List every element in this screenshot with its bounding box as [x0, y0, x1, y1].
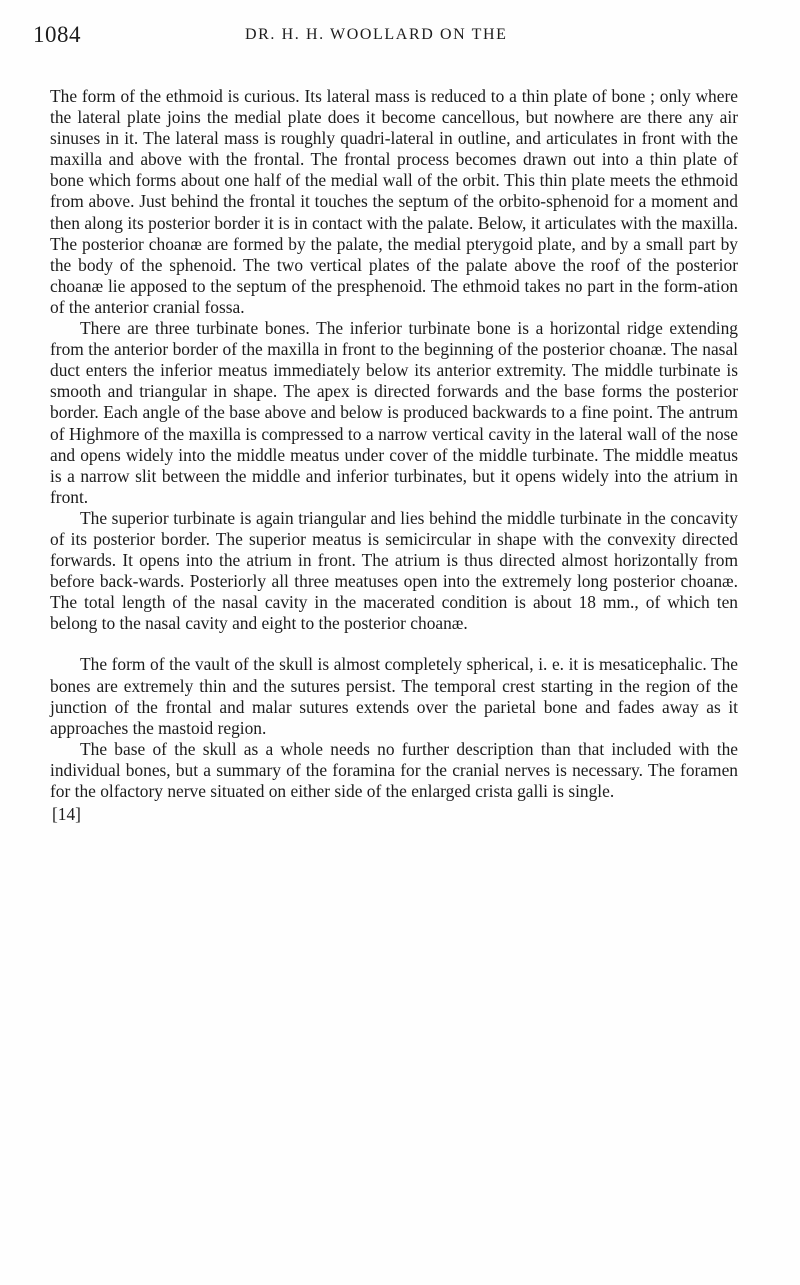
paragraph-superior-turbinate: The superior turbinate is again triangular and lies behind the middle turbinate in the concavity of its posterior border. The superior meatus is semicircular in shape with the convexity directed forwards. It opens into the atrium in front. The atrium is thus directed almost horizontally from before back-wards. Posteriorly all three meatuses open into the extremely long posterior choanæ. The total length of the nasal cavity in the macerated condition is about 18 mm., of which ten belong to the nasal cavity and eight to the posterior choanæ.	[50, 507, 738, 634]
paragraph-ethmoid: The form of the ethmoid is curious. Its lateral mass is reduced to a thin plate of bone ; only where the lateral plate joins the medial plate does it become cancellous, but nowhere are there any air sinuses in it. The lateral mass is roughly quadri-lateral in outline, and articulates in front with the maxilla and above with the frontal. The frontal process becomes drawn out into a thin plate of bone which forms about one half of the medial wall of the orbit. This thin plate meets the ethmoid from above. Just behind the frontal it touches the septum of the orbito-sphenoid for a moment and then along its posterior border it is in contact with the palate. Below, it articulates with the maxilla. The posterior choanæ are formed by the palate, the medial pterygoid plate, and by a small part by the body of the sphenoid. The two vertical plates of the palate above the roof of the posterior choanæ lie apposed to the septum of the presphenoid. The ethmoid takes no part in the form-ation of the anterior cranial fossa.	[50, 86, 738, 317]
body-text	[50, 86, 738, 825]
paragraph-base: The base of the skull as a whole needs no further description than that included with the individual bones, but a summary of the foramina for the cranial nerves is necessary. The foramen for the olfactory nerve situated on either side of the enlarged crista galli is single.	[50, 738, 738, 801]
section-gap	[50, 634, 738, 654]
paragraph-turbinates: There are three turbinate bones. The inferior turbinate bone is a horizontal ridge extending from the anterior border of the maxilla in front to the beginning of the posterior choanæ. The nasal duct enters the inferior meatus immediately below its anterior extremity. The middle turbinate is smooth and triangular in shape. The apex is directed forwards and the base forms the posterior border. Each angle of the base above and below is produced backwards to a fine point. The antrum of Highmore of the maxilla is compressed to a narrow vertical cavity in the lateral wall of the nose and opens widely into the middle meatus under cover of the middle turbinate. The middle meatus is a narrow slit between the middle and inferior turbinates, but it opens widely into the atrium in front.	[50, 318, 738, 507]
paragraph-vault: The form of the vault of the skull is almost completely spherical, i. e. it is mesaticephalic. The bones are extremely thin and the sutures persist. The temporal crest starting in the region of the junction of the frontal and malar sutures extends over the parietal bone and fades away as it approaches the mastoid region.	[50, 654, 738, 738]
page-header	[33, 22, 733, 58]
signature-mark: [14]	[52, 804, 81, 825]
page-number: 1084	[33, 22, 81, 47]
running-head: DR. H. H. WOOLLARD ON THE	[245, 26, 508, 43]
